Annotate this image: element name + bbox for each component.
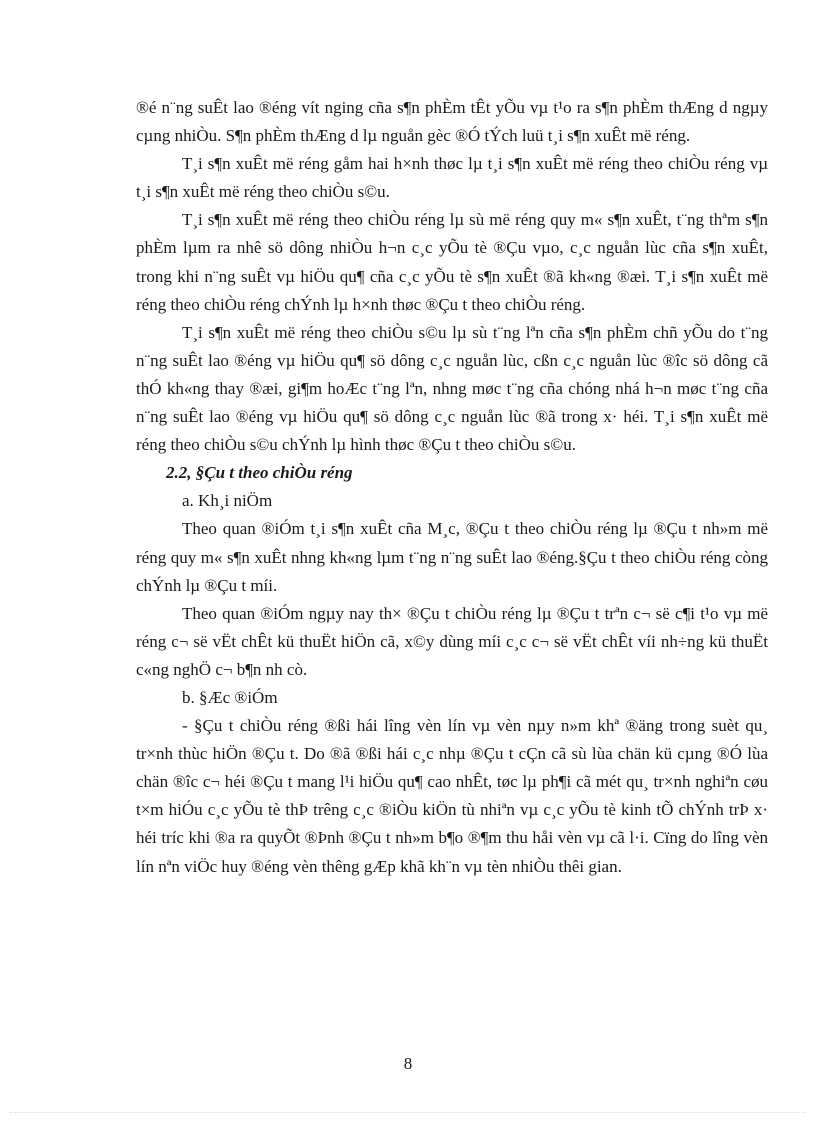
subheading-characteristics: b. §Æc ®iÓm — [182, 687, 278, 707]
paragraph-reproduction-forms: T¸i s¶n xuÊt më réng gåm hai h×nh thøc lµ t¸i s¶n xuÊt më réng theo chiÒu réng vµ t¸i s¶n xuÊt më réng theo chiÒu s©u. — [136, 154, 768, 202]
section-heading: 2.2, §Çu t theo chiÒu réng — [166, 463, 353, 483]
subheading-concept: a. Kh¸i niÖm — [182, 491, 273, 511]
paragraph-characteristics: - §Çu t chiÒu réng ®ßi hái lîng vèn lín vµ vèn nµy n»m khª ®äng trong suèt qu¸ tr×nh thùc hiÖn ®Çu t. Do ®ã ®ßi hái c¸c nhµ ®Çu t cÇn cã sù lùa chän kü cµng ®Ó lùa chän ®îc c¬ héi ®Çu t mang l¹i hiÖu qu¶ cao nhÊt, tøc lµ ph¶i cã mét qu¸ tr×nh nghiªn cøu t×m hiÓu c¸c yÕu tè thÞ trêng c¸c ®iÒu kiÖn tù nhiªn vµ c¸c yÕu tè kinh tÕ chÝnh trÞ x· héi tríc khi ®a ra quyÕt ®Þnh ®Çu t nh»m b¶o ®¶m thu håi vèn vµ cã l·i. Cïng do lîng vèn lín nªn viÖc huy ®éng vèn thêng gÆp khã kh¨n vµ tèn nhiÒu thêi gian. — [136, 716, 768, 876]
page-bottom-divider — [10, 1112, 806, 1113]
page-number: 8 — [403, 1054, 413, 1073]
paragraph-depth-reproduction: T¸i s¶n xuÊt më réng theo chiÒu s©u lµ sù t¨ng lªn cña s¶n phÈm chñ yÕu do t¨ng n¨ng suÊt lao ®éng vµ hiÖu qu¶ sö dông c¸c nguån lùc, cßn c¸c nguån lùc ®îc sö dông cã thÓ kh«ng thay ®æi, gi¶m hoÆc t¨ng lªn, nhng møc t¨ng cña chóng nhá h¬n møc t¨ng cña n¨ng suÊt lao ®éng vµ hiÖu qu¶ sö dông c¸c nguån lùc ®ã trong x· héi. T¸i s¶n xuÊt më réng theo chiÒu s©u chÝnh lµ hình thøc ®Çu t theo chiÒu s©u. — [136, 322, 768, 455]
paragraph-concept-marx: Theo quan ®iÓm t¸i s¶n xuÊt cña M¸c, ®Çu t theo chiÒu réng lµ ®Çu t nh»m më réng quy m« s¶n xuÊt nhng kh«ng lµm t¨ng n¨ng suÊt lao ®éng.§Çu t theo chiÒu réng còng chÝnh lµ ®Çu t míi. — [136, 519, 768, 595]
paragraph-concept-modern: Theo quan ®iÓm ngµy nay th× ®Çu t chiÒu réng lµ ®Çu t trªn c¬ së c¶i t¹o vµ më réng c¬ së vËt chÊt kü thuËt hiÖn cã, x©y dùng míi c¸c c¬ së vËt chÊt víi nh÷ng kü thuËt c«ng nghÖ c¬ b¶n nh cò. — [136, 603, 768, 679]
paragraph-continuation: ®é n¨ng suÊt lao ®éng vít nging cña s¶n phÈm tÊt yÕu vµ t¹o ra s¶n phÈm thÆng d ngµy cµng nhiÒu. S¶n phÈm thÆng d lµ nguån gèc ®Ó tÝch luü t¸i s¶n xuÊt më réng. — [136, 98, 768, 146]
body-text — [136, 94, 768, 881]
paragraph-breadth-reproduction: T¸i s¶n xuÊt më réng theo chiÒu réng lµ sù më réng quy m« s¶n xuÊt, t¨ng thªm s¶n phÈm lµm ra nhê sö dông nhiÒu h¬n c¸c yÕu tè ®Çu vµo, c¸c nguån lùc cña s¶n xuÊt, trong khi n¨ng suÊt vµ hiÖu qu¶ cña c¸c yÕu tè s¶n xuÊt ®ã kh«ng ®æi. T¸i s¶n xuÊt më réng theo chiÒu réng chÝnh lµ h×nh thøc ®Çu t theo chiÒu réng. — [136, 210, 768, 314]
